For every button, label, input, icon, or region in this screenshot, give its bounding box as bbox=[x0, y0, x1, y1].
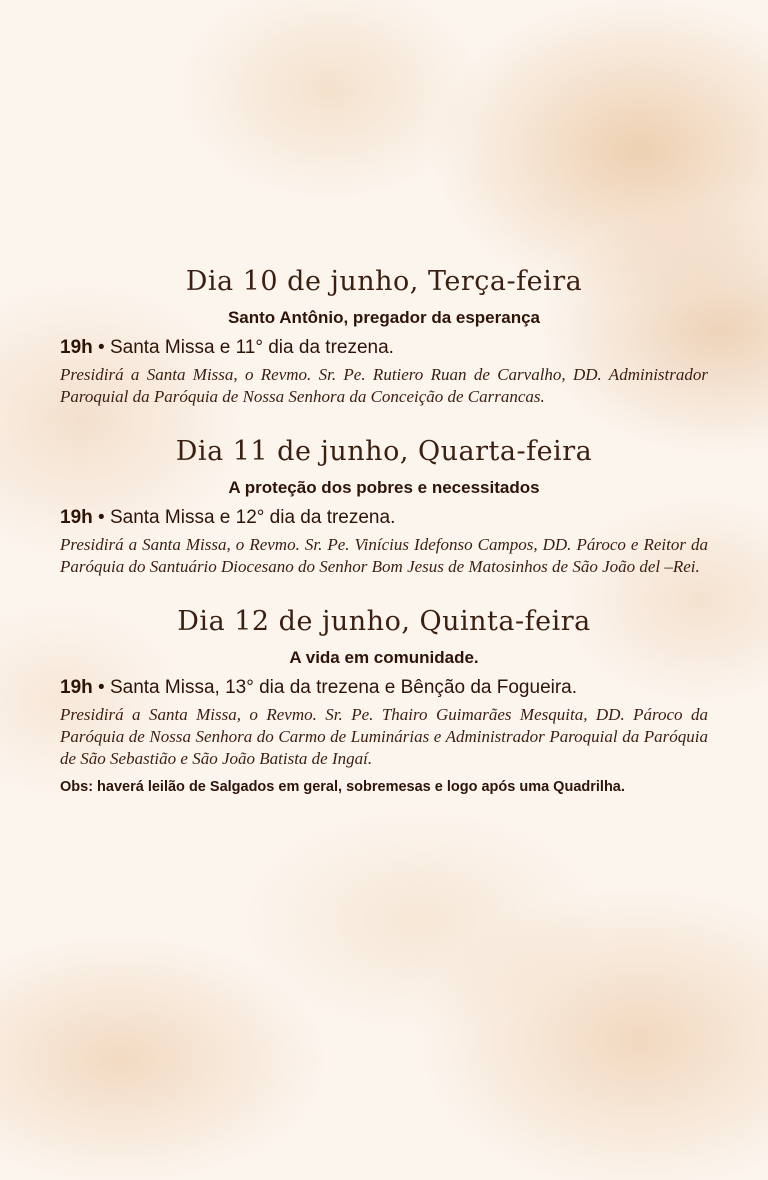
presider-text: Presidirá a Santa Missa, o Revmo. Sr. Pe. Thairo Guimarães Mesquita, DD. Pároco da Paróquia de Nossa Senhora do Carmo de Luminárias e Administrador Paroquial da Paróquia de São Sebastião e São João Batista de Ingaí. bbox=[60, 705, 708, 768]
day-theme: A proteção dos pobres e necessitados bbox=[228, 478, 540, 497]
bullet: • bbox=[98, 677, 105, 698]
event-description: Santa Missa, 13° dia da trezena e Bênção da Fogueira. bbox=[109, 677, 578, 698]
day-title: Dia 10 de junho, Terça-feira bbox=[185, 266, 583, 297]
event-line bbox=[60, 336, 708, 360]
day-section-11 bbox=[60, 432, 708, 578]
event-description: Santa Missa e 11° dia da trezena. bbox=[109, 337, 394, 358]
day-section-12 bbox=[60, 602, 708, 796]
event-line bbox=[60, 676, 708, 700]
presider-text: Presidirá a Santa Missa, o Revmo. Sr. Pe. Rutiero Ruan de Carvalho, DD. Administrador Paroquial da Paróquia de Nossa Senhora da Conceição de Carrancas. bbox=[60, 365, 708, 406]
event-time: 19h bbox=[60, 507, 93, 528]
day-section-10 bbox=[60, 262, 708, 408]
schedule-content bbox=[60, 262, 708, 820]
day-theme: A vida em comunidade. bbox=[289, 648, 479, 667]
event-line bbox=[60, 506, 708, 530]
presider-text: Presidirá a Santa Missa, o Revmo. Sr. Pe. Vinícius Idefonso Campos, DD. Pároco e Reitor da Paróquia do Santuário Diocesano do Senhor Bom Jesus de Matosinhos de São João del –Rei. bbox=[60, 535, 708, 576]
event-time: 19h bbox=[60, 677, 93, 698]
observation-note: Obs: haverá leilão de Salgados em geral, sobremesas e logo após uma Quadrilha. bbox=[60, 779, 625, 795]
day-theme: Santo Antônio, pregador da esperança bbox=[227, 308, 541, 327]
day-title: Dia 11 de junho, Quarta-feira bbox=[175, 436, 593, 467]
day-title: Dia 12 de junho, Quinta-feira bbox=[177, 606, 591, 637]
bullet: • bbox=[98, 507, 105, 528]
event-time: 19h bbox=[60, 337, 93, 358]
event-description: Santa Missa e 12° dia da trezena. bbox=[109, 507, 396, 528]
bullet: • bbox=[98, 337, 105, 358]
